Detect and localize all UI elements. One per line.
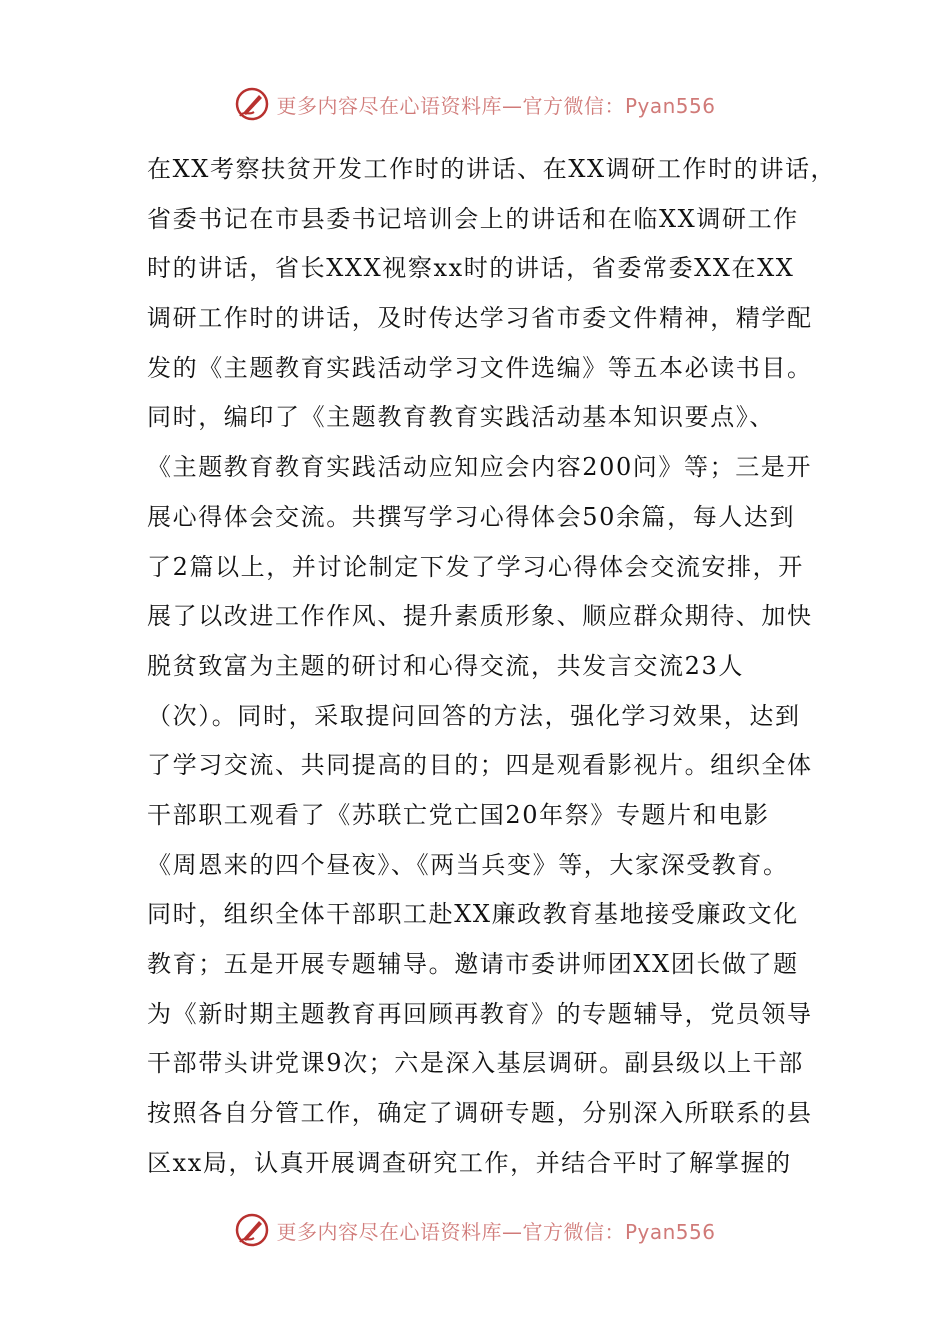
text-line: 《周恩来的四个昼夜》、《两当兵变》等，大家深受教育。 xyxy=(147,850,789,879)
text-line: 展心得体会交流。共撰写学习心得体会50余篇，每人达到 xyxy=(147,502,796,531)
text-line: 同时，编印了《主题教育教育实践活动基本知识要点》、 xyxy=(147,403,775,432)
text-line: 干部带头讲党课9次；六是深入基层调研。副县级以上干部 xyxy=(147,1049,804,1078)
text-line: 同时，组织全体干部职工赴XX廉政教育基地接受廉政文化 xyxy=(147,900,799,929)
pen-circle-logo-icon xyxy=(234,1212,270,1248)
text-line: 干部职工观看了《苏联亡党亡国20年祭》专题片和电影 xyxy=(147,800,770,829)
text-line: 区xx局，认真开展调查研究工作，并结合平时了解掌握的 xyxy=(147,1148,792,1177)
text-line: 脱贫致富为主题的研讨和心得交流，共发言交流23人 xyxy=(147,651,744,680)
text-line: 发的《主题教育实践活动学习文件选编》等五本必读书目。 xyxy=(147,353,813,382)
header-watermark-banner xyxy=(0,82,950,126)
watermark-text: 更多内容尽在心语资料库—官方微信：Pyan556 xyxy=(276,93,716,118)
text-line: 为《新时期主题教育再回顾再教育》的专题辅导，党员领导 xyxy=(147,999,813,1028)
text-line: 教育；五是开展专题辅导。邀请市委讲师团XX团长做了题 xyxy=(147,950,799,978)
text-line: 展了以改进工作作风、提升素质形象、顺应群众期待、加快 xyxy=(147,602,813,631)
pen-circle-logo-icon xyxy=(234,86,270,122)
text-line: 了2篇以上，并讨论制定下发了学习心得体会交流安排，开 xyxy=(147,552,804,581)
footer-watermark-banner xyxy=(0,1208,950,1252)
text-line: （次）。同时，采取提问回答的方法，强化学习效果，达到 xyxy=(147,701,801,730)
text-line: 省委书记在市县委书记培训会上的讲话和在临XX调研工作 xyxy=(147,204,799,233)
document-body xyxy=(147,145,837,1188)
text-line: 在XX考察扶贫开发工作时的讲话、在XX调研工作时的讲话， xyxy=(147,155,837,183)
text-line: 了学习交流、共同提高的目的；四是观看影视片。组织全体 xyxy=(147,751,813,780)
text-line: 调研工作时的讲话，及时传达学习省市委文件精神，精学配 xyxy=(147,304,813,333)
text-line: 时的讲话，省长XXX视察xx时的讲话，省委常委XX在XX xyxy=(147,254,795,283)
text-line: 按照各自分管工作，确定了调研专题，分别深入所联系的县 xyxy=(147,1099,813,1128)
watermark-text: 更多内容尽在心语资料库—官方微信：Pyan556 xyxy=(276,1219,716,1244)
text-line: 《主题教育教育实践活动应知应会内容200问》等；三是开 xyxy=(147,453,813,482)
